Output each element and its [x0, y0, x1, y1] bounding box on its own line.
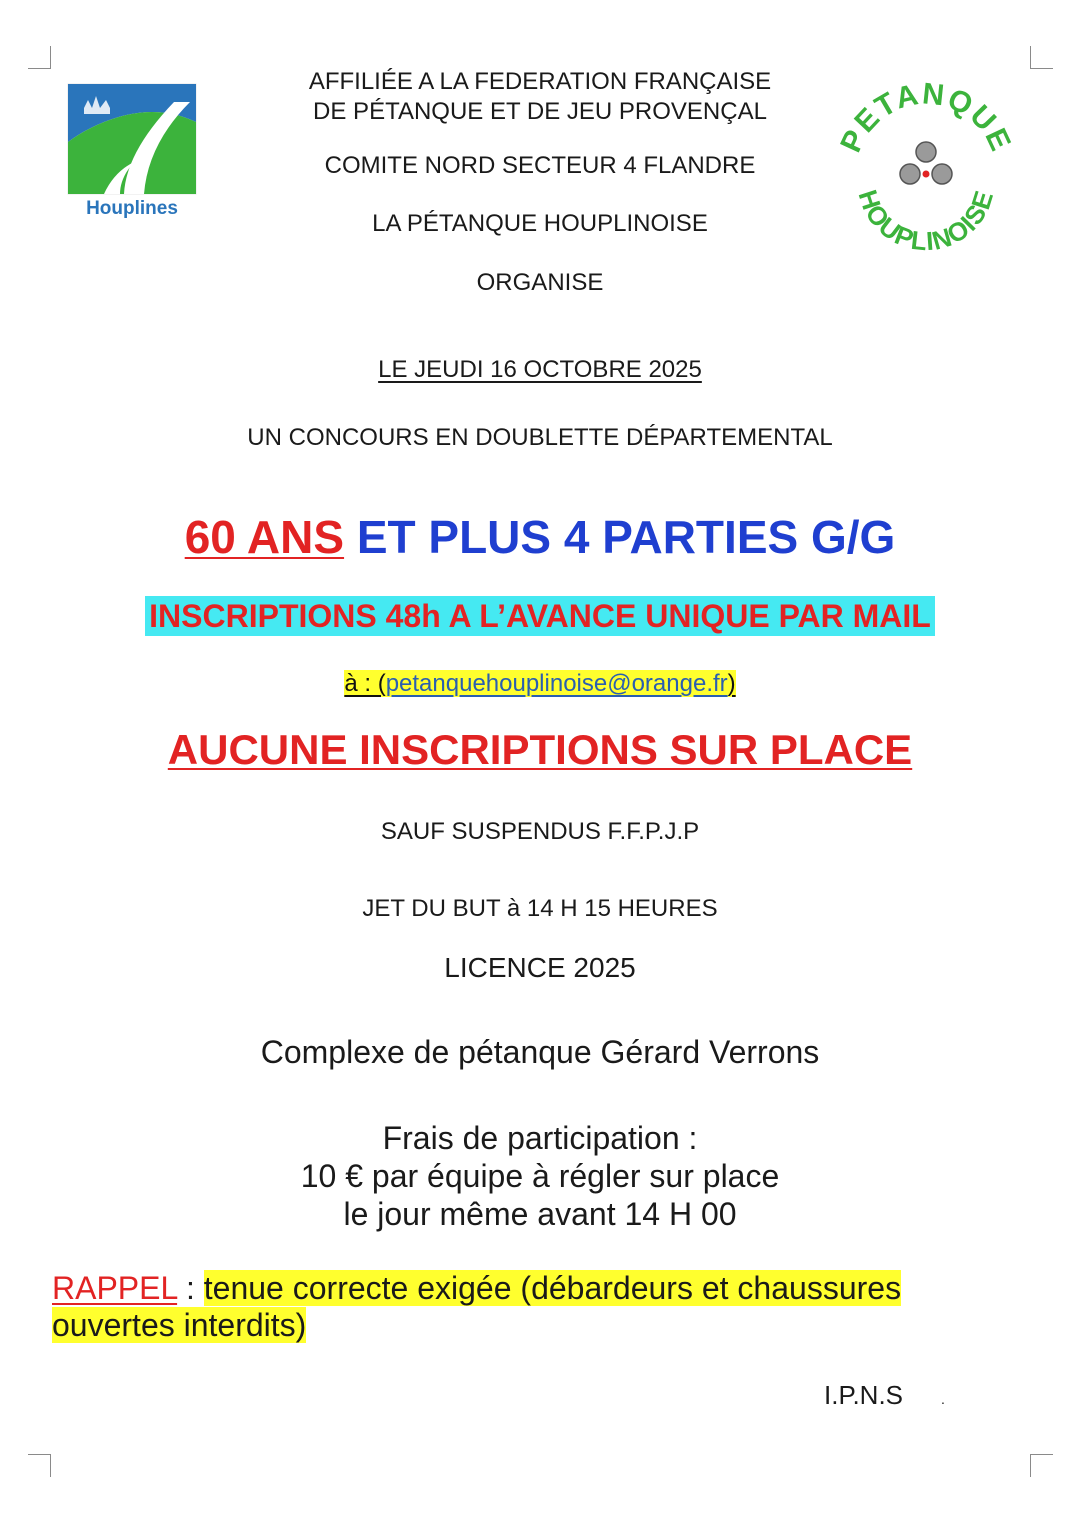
- ipns-mark: [824, 1380, 945, 1411]
- affiliation-line-2: DE PÉTANQUE ET DE JEU PROVENÇAL: [313, 98, 767, 125]
- logo-arc-bottom-text: HOUPLINOISE: [852, 186, 1000, 257]
- crop-mark-top-left: [28, 46, 51, 69]
- registration-notice: [0, 598, 1080, 635]
- crop-mark-bottom-left: [28, 1454, 51, 1477]
- reminder-text: tenue correcte exigée (débardeurs et chaussures ouvertes interdits): [52, 1270, 902, 1343]
- dress-code-reminder: [52, 1270, 932, 1344]
- registration-notice-text: INSCRIPTIONS 48h A L’AVANCE UNIQUE PAR MAIL: [145, 596, 935, 636]
- registration-email-row: [0, 670, 1080, 698]
- club-name: LA PÉTANQUE HOUPLINOISE: [372, 210, 708, 237]
- event-title-age: 60 ANS: [184, 511, 345, 563]
- event-date: [0, 356, 1080, 384]
- fees-line-3: le jour même avant 14 H 00: [343, 1196, 737, 1232]
- logo-arc-top-text: PETANQUE: [834, 78, 1018, 158]
- no-onsite-text: AUCUNE INSCRIPTIONS SUR PLACE: [167, 726, 913, 773]
- no-onsite-registration: [0, 726, 1080, 774]
- venue-text: Complexe de pétanque Gérard Verrons: [260, 1034, 820, 1070]
- organise-text: ORGANISE: [476, 269, 604, 296]
- houplines-logo-text: Houplines: [86, 198, 178, 219]
- event-date-text: LE JEUDI 16 OCTOBRE 2025: [378, 356, 702, 383]
- exception-text: SAUF SUSPENDUS F.F.P.J.P: [380, 818, 700, 845]
- affiliation-line-1: AFFILIÉE A LA FEDERATION FRANÇAISE: [308, 68, 772, 95]
- crop-mark-bottom-right: [1030, 1454, 1053, 1477]
- ipns-dot: .: [941, 1391, 945, 1407]
- committee-text: COMITE NORD SECTEUR 4 FLANDRE: [324, 152, 756, 179]
- reminder-separator: :: [177, 1270, 204, 1306]
- fees-line-1: Frais de participation :: [382, 1120, 698, 1156]
- registration-email-link[interactable]: petanquehouplinoise@orange.fr: [385, 670, 728, 697]
- crop-mark-top-right: [1030, 46, 1053, 69]
- start-time-text: JET DU BUT à 14 H 15 HEURES: [362, 895, 718, 922]
- email-close: ): [727, 670, 736, 697]
- licence-text: LICENCE 2025: [444, 952, 636, 983]
- event-title: [0, 510, 1080, 564]
- reminder-label: RAPPEL: [52, 1270, 178, 1306]
- fees-line-2: 10 € par équipe à régler sur place: [300, 1158, 780, 1194]
- email-lead: à : (: [344, 670, 386, 697]
- ipns-text: I.P.N.S: [824, 1380, 904, 1410]
- event-type: UN CONCOURS EN DOUBLETTE DÉPARTEMENTAL: [247, 424, 833, 451]
- event-title-rest: ET PLUS 4 PARTIES G/G: [344, 511, 896, 563]
